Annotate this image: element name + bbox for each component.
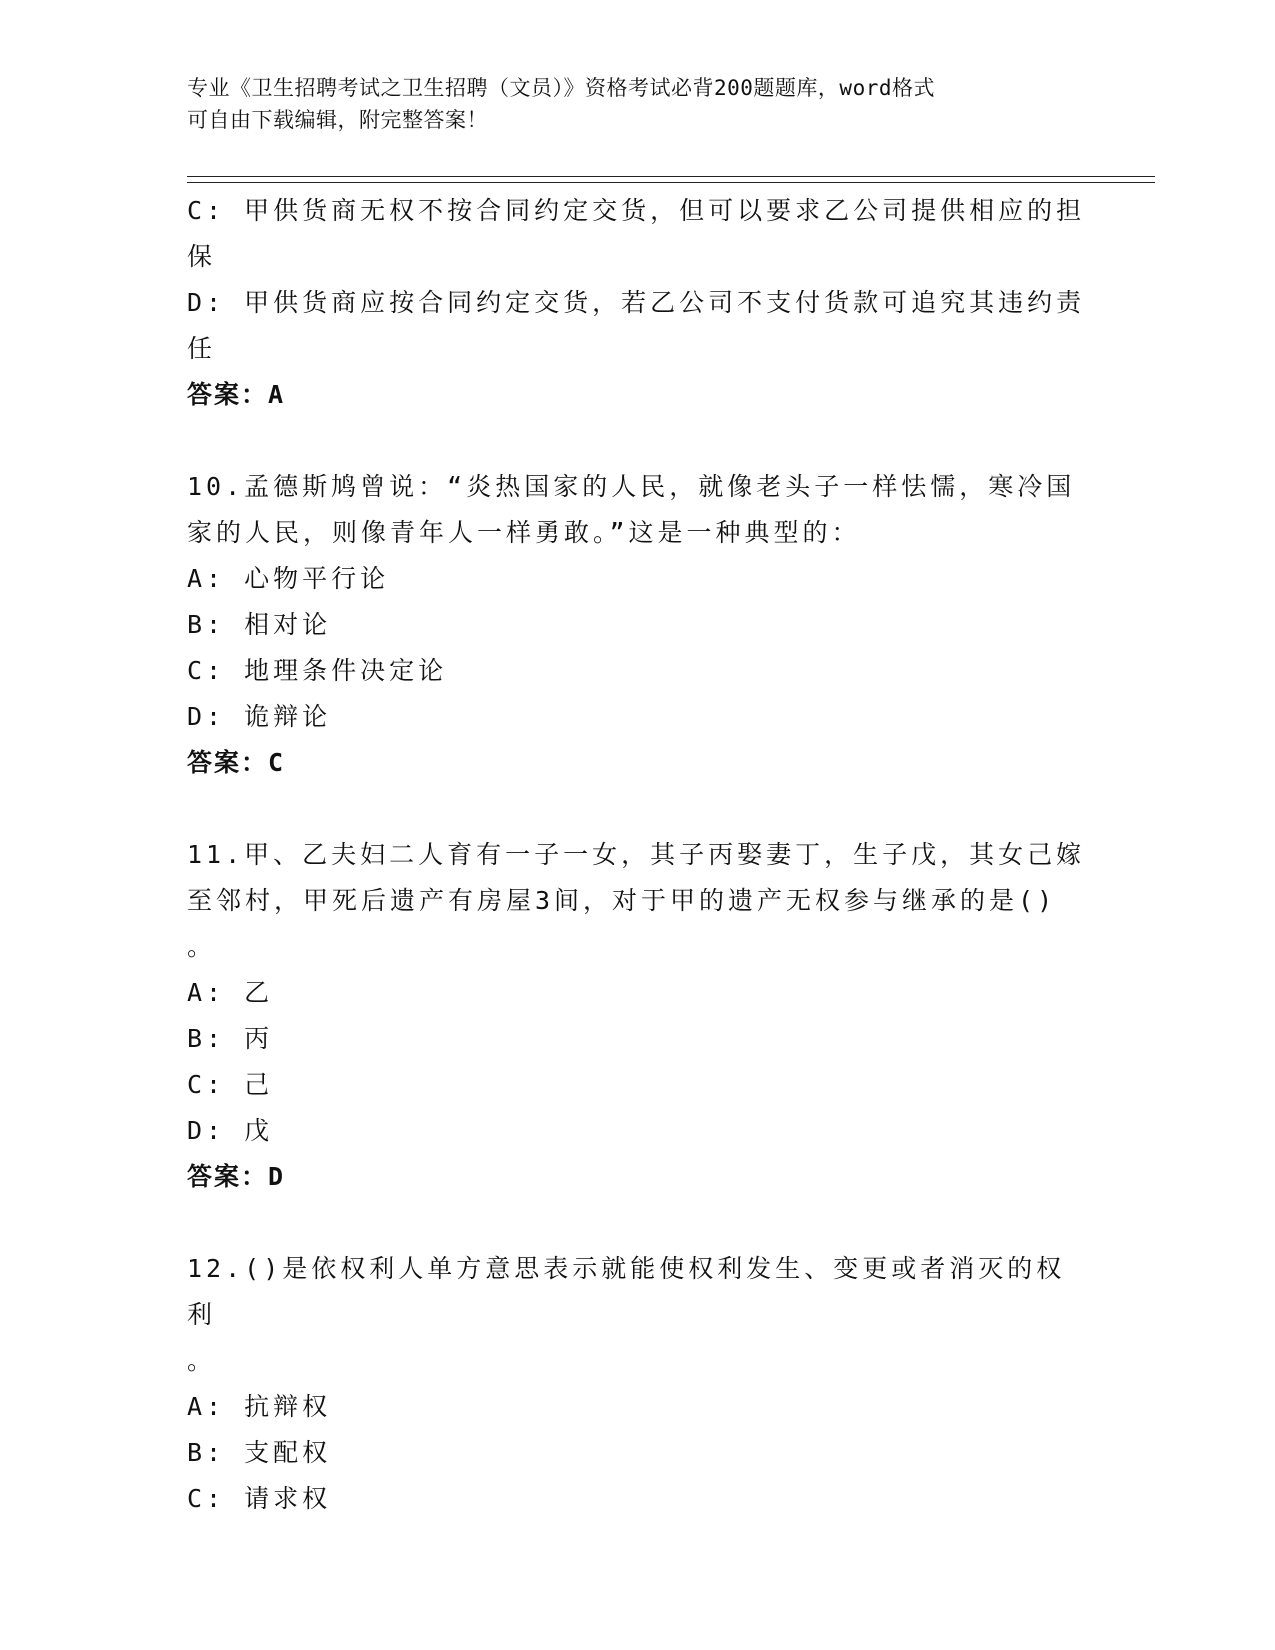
q11-stem-line-2: 至邻村，甲死后遗产有房屋3间，对于甲的遗产无权参与继承的是() [187, 886, 1057, 915]
question-9-continuation [187, 188, 1087, 418]
header-title-line-1: 专业《卫生招聘考试之卫生招聘（文员）》资格考试必背200题题库，word格式 [187, 76, 935, 100]
spacer [187, 786, 1087, 832]
header-divider-bottom [187, 182, 1155, 183]
q10-stem-line-2: 家的人民，则像青年人一样勇敢。”这是一种典型的： [187, 518, 861, 547]
header-divider-top [187, 176, 1155, 177]
q10-option-d: D: 诡辩论 [187, 702, 332, 731]
document-header [187, 72, 1067, 136]
q11-answer: 答案：D [187, 1162, 286, 1191]
q9-option-c-line-2: 保 [187, 242, 217, 271]
q10-option-c: C: 地理条件决定论 [187, 656, 448, 685]
q12-stem-line-1: 12.()是依权利人单方意思表示就能使权利发生、变更或者消灭的权利 [187, 1254, 1066, 1329]
q11-stem-line-3: 。 [187, 932, 217, 961]
q9-option-c-line-1: C: 甲供货商无权不按合同约定交货，但可以要求乙公司提供相应的担 [187, 196, 1086, 225]
q11-option-b: B: 丙 [187, 1024, 274, 1053]
q9-option-d-line-2: 任 [187, 334, 217, 363]
q10-option-a: A: 心物平行论 [187, 564, 390, 593]
q9-answer: 答案：A [187, 380, 286, 409]
q9-option-d-line-1: D: 甲供货商应按合同约定交货，若乙公司不支付货款可追究其违约责 [187, 288, 1086, 317]
q11-option-a: A: 乙 [187, 978, 274, 1007]
q10-stem-line-1: 10.孟德斯鸠曾说：“炎热国家的人民，就像老头子一样怯懦，寒冷国 [187, 472, 1076, 501]
q10-option-b: B: 相对论 [187, 610, 332, 639]
question-10 [187, 464, 1087, 786]
spacer [187, 418, 1087, 464]
q12-option-b: B: 支配权 [187, 1438, 332, 1467]
q11-option-c: C: 己 [187, 1070, 274, 1099]
q12-stem-line-2: 。 [187, 1346, 217, 1375]
question-12 [187, 1246, 1087, 1522]
q10-answer: 答案：C [187, 748, 286, 777]
question-11 [187, 832, 1087, 1200]
q12-option-c: C: 请求权 [187, 1484, 332, 1513]
question-content [187, 188, 1087, 1522]
header-title-line-2: 可自由下载编辑，附完整答案！ [187, 108, 488, 132]
q11-stem-line-1: 11.甲、乙夫妇二人育有一子一女，其子丙娶妻丁，生子戊，其女己嫁 [187, 840, 1086, 869]
spacer [187, 1200, 1087, 1246]
q11-option-d: D: 戊 [187, 1116, 274, 1145]
q12-option-a: A: 抗辩权 [187, 1392, 332, 1421]
